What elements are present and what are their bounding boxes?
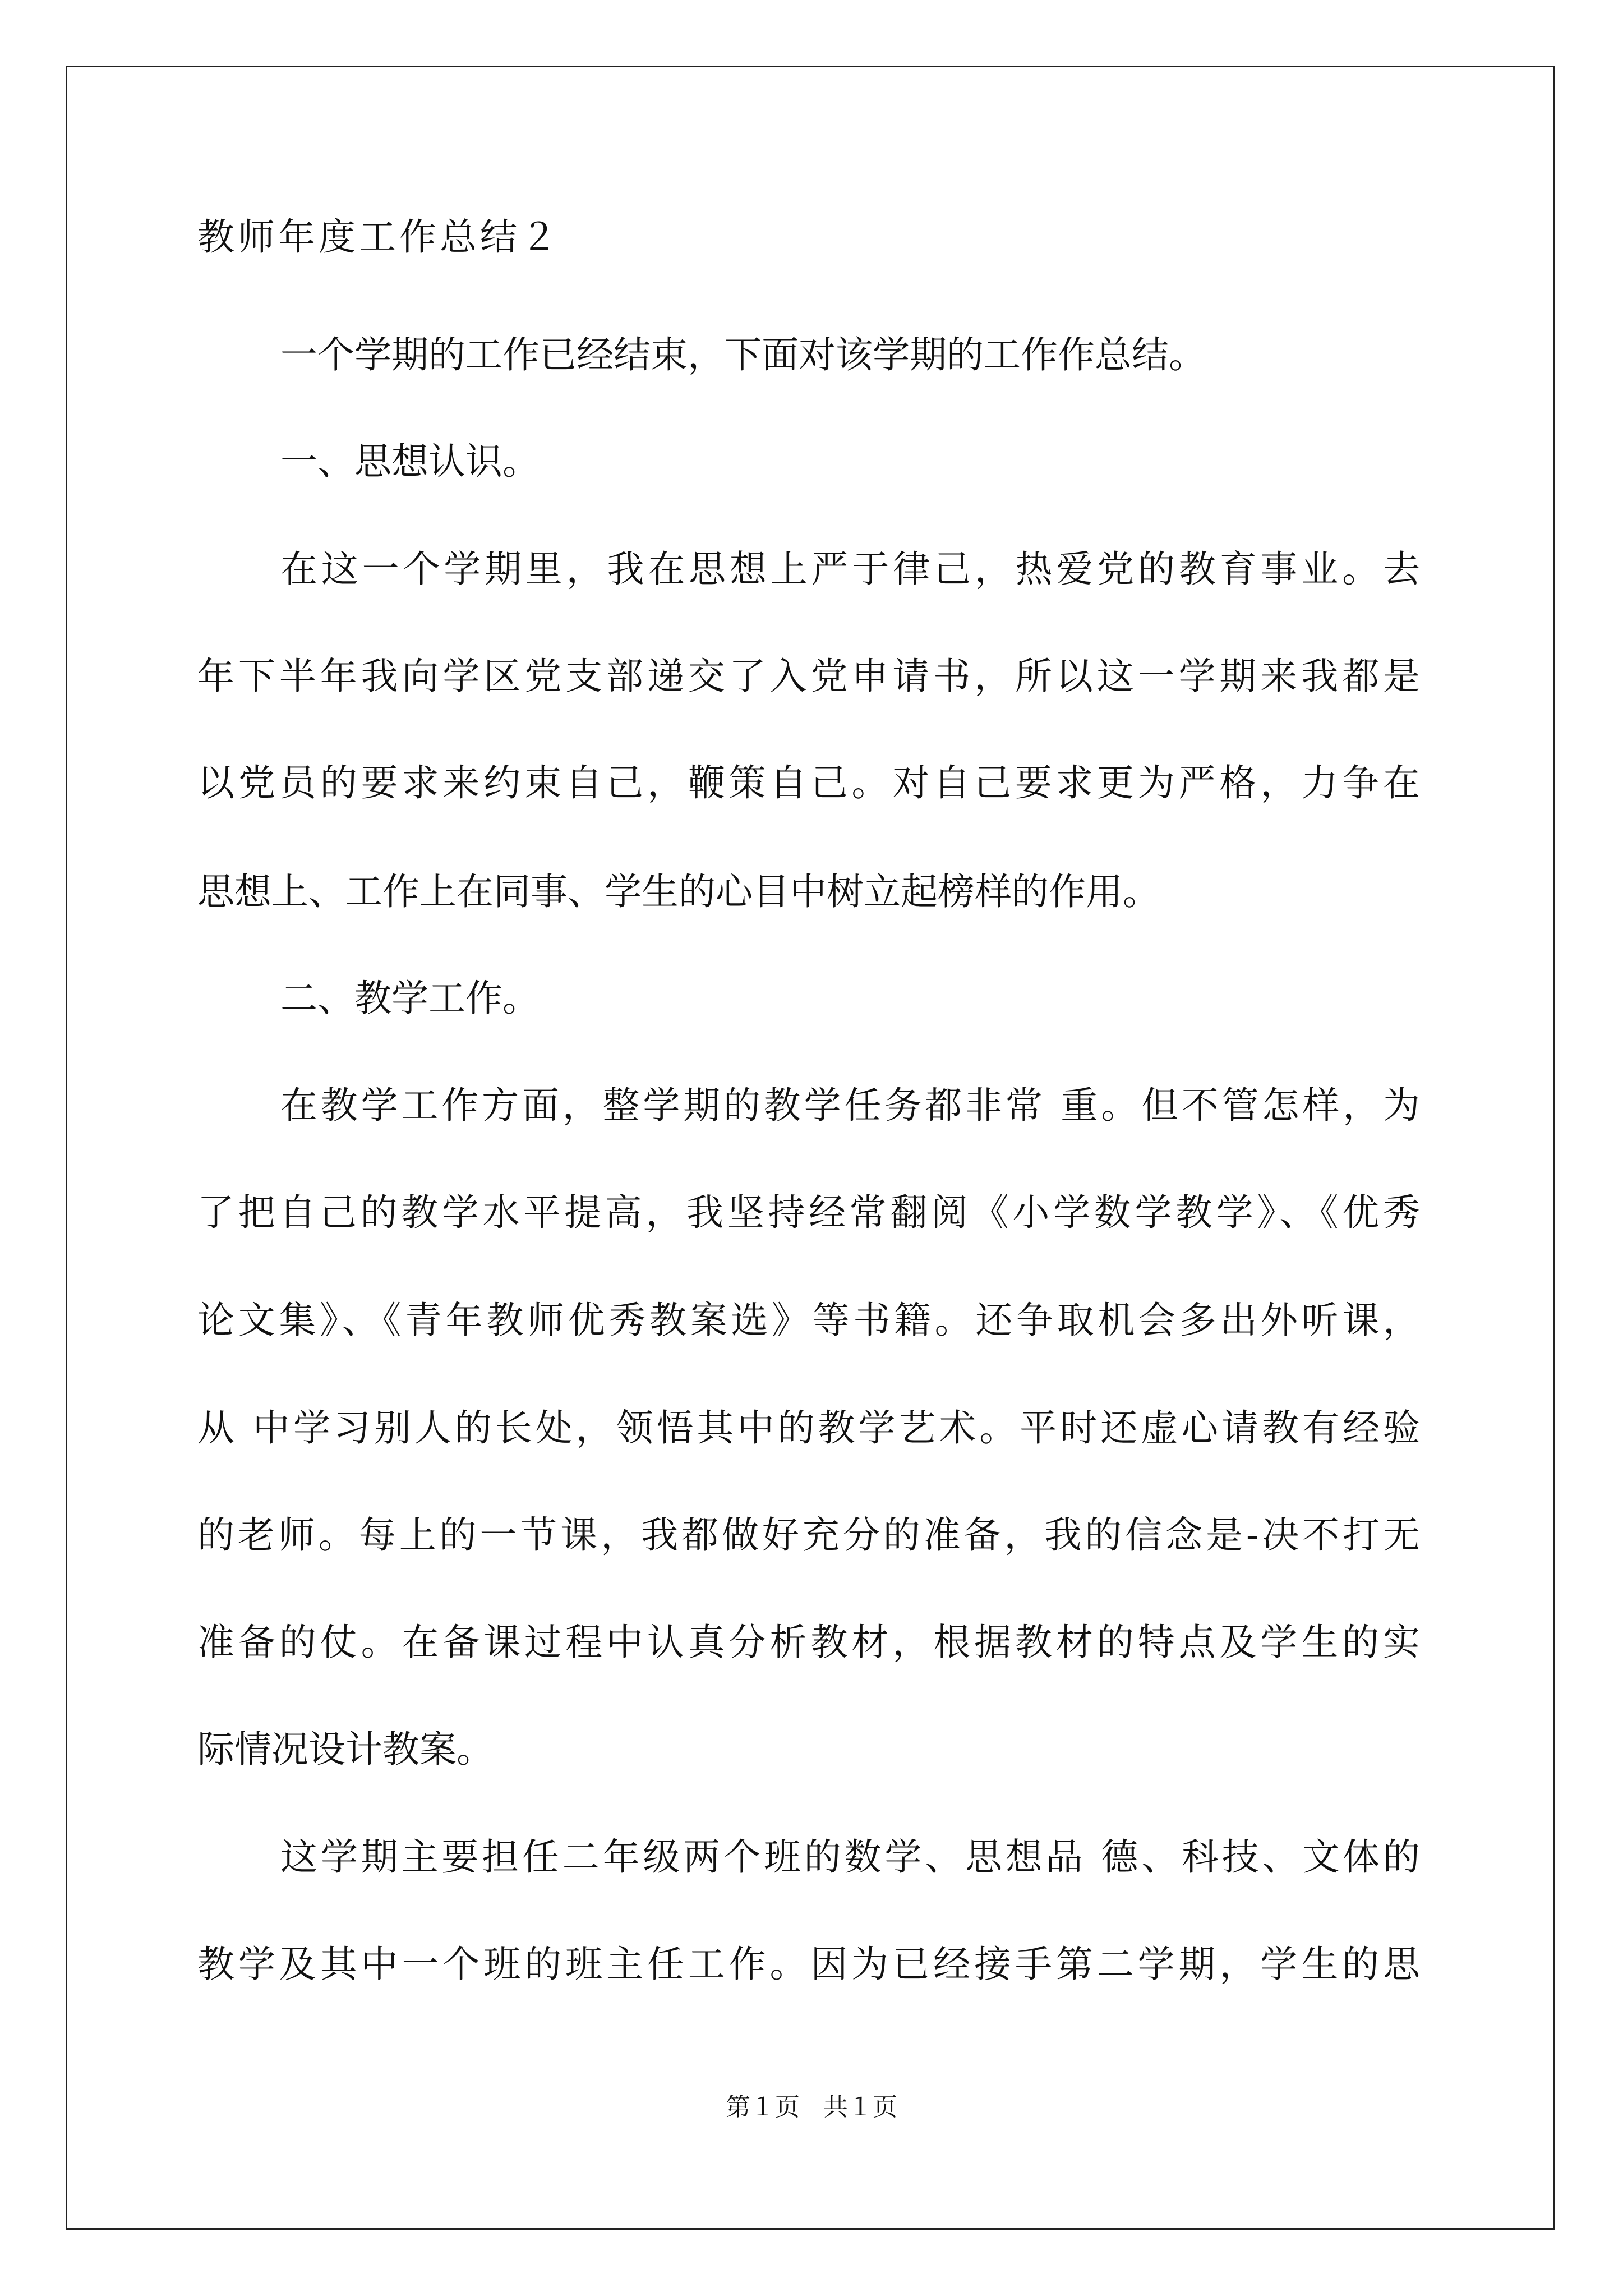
page-border [66, 66, 1555, 2230]
paragraph-line: 的老师。每上的一节课，我都做好充分的准备，我的信念是-决不打无 [197, 1513, 1420, 1557]
section-heading: 二、教学工作。 [280, 977, 540, 1020]
paragraph-line: 了把自己的教学水平提高，我坚持经常翻阅《小学数学教学》、《优秀 [197, 1191, 1420, 1234]
paragraph-line: 际情况设计教案。 [197, 1728, 494, 1771]
paragraph-line: 从 中学习别人的长处，领悟其中的教学艺术。平时还虚心请教有经验 [197, 1406, 1420, 1450]
paragraph-line: 在这一个学期里，我在思想上严于律己，热爱党的教育事业。去 [280, 547, 1420, 591]
paragraph-line: 思想上、工作上在同事、学生的心目中树立起榜样的作用。 [197, 870, 1160, 913]
paragraph-line: 在教学工作方面，整学期的教学任务都非常 重。但不管怎样，为 [280, 1084, 1420, 1127]
paragraph-line: 教学及其中一个班的班主任工作。因为已经接手第二学期，学生的思 [197, 1943, 1420, 1986]
section-heading: 一、思想认识。 [280, 440, 540, 483]
page-number-footer: 第１页 共１页 [726, 2093, 897, 2122]
paragraph-line: 论文集》、《青年教师优秀教案选》等书籍。还争取机会多出外听课， [197, 1299, 1420, 1342]
paragraph-line: 以党员的要求来约束自己，鞭策自己。对自己要求更为严格，力争在 [197, 761, 1420, 804]
paragraph-line: 这学期主要担任二年级两个班的数学、思想品 德、科技、文体的 [280, 1835, 1420, 1879]
document-title: 教师年度工作总结２ [197, 215, 561, 259]
paragraph-line: 年下半年我向学区党支部递交了入党申请书，所以这一学期来我都是 [197, 655, 1420, 698]
paragraph-line: 一个学期的工作已经结束，下面对该学期的工作作总结。 [280, 333, 1206, 376]
paragraph-line: 准备的仗。在备课过程中认真分析教材，根据教材的特点及学生的实 [197, 1621, 1420, 1664]
